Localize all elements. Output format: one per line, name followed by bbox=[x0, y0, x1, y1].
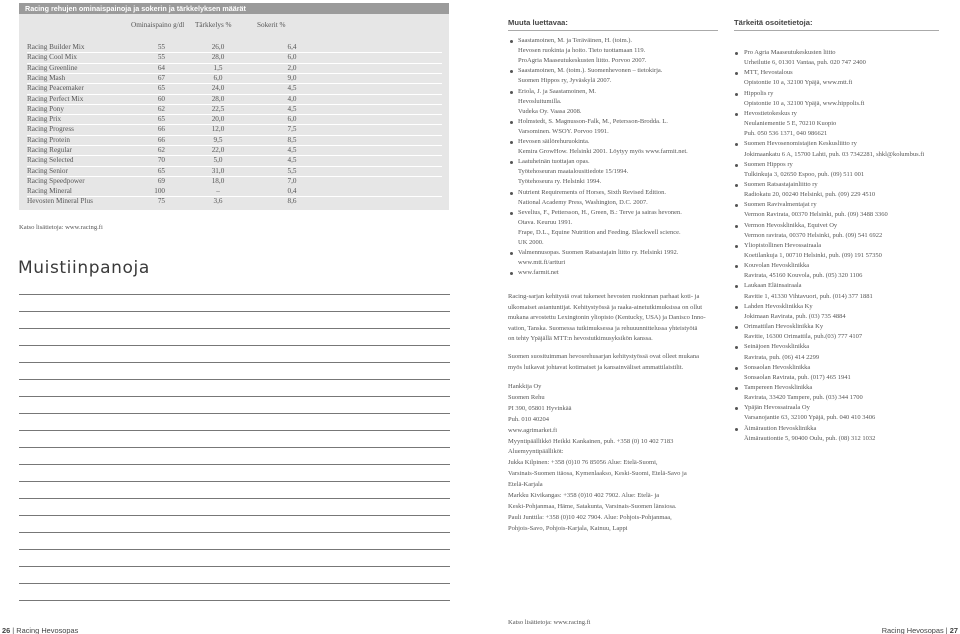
feed-table bbox=[19, 3, 449, 210]
bullet-icon bbox=[735, 52, 738, 55]
bullet-icon bbox=[735, 326, 738, 329]
feed-density: 70 bbox=[157, 156, 165, 165]
feed-sugar: 2,0 bbox=[287, 63, 297, 72]
header-starch: Tärkkelys % bbox=[195, 21, 232, 29]
feed-density: 64 bbox=[157, 63, 165, 72]
note-line bbox=[19, 600, 450, 601]
row-divider bbox=[27, 83, 442, 84]
address-line: Jokimaan Ravirata, puh. (03) 735 4884 bbox=[744, 312, 846, 320]
table-row bbox=[19, 94, 449, 104]
bullet-icon bbox=[735, 265, 738, 268]
address-line: Koetilankuja 1, 00710 Helsinki, puh. (09) 191 57350 bbox=[744, 252, 882, 259]
table-title: Racing rehujen ominaispainoja ja sokerin ja tärkkelyksen määrät bbox=[19, 3, 449, 14]
reading-item: Otava. Keuruu 1991. bbox=[518, 218, 573, 226]
paragraph-line: on tehty Ypäjällä MTT:n hevostutkimusyksikön kanssa. bbox=[508, 335, 653, 343]
address-line: Seinäjoen Hevosklinikka bbox=[744, 343, 810, 351]
contact-line: Varsinais-Suomen itäosa, Kymenlaakso, Keski-Suomi, Etelä-Savo ja bbox=[508, 470, 687, 478]
feed-sugar: 0,4 bbox=[287, 187, 297, 195]
reading-item: Työtehoseuran maatalousitiedote 15/1994. bbox=[518, 168, 629, 176]
feed-density: 67 bbox=[157, 73, 165, 82]
paragraph-line: mukana arvostettu Lexingtonin yliopisto (Kentucky, USA) ja Danisco Inno- bbox=[508, 314, 706, 322]
note-line bbox=[19, 396, 450, 397]
address-line: Lahden Hevosklinikka Ky bbox=[744, 302, 813, 310]
address-line: Vermon Ravirata, 00370 Helsinki, puh. (09) 3488 3360 bbox=[744, 211, 888, 219]
address-line: Radiokatu 20, 00240 Helsinki, puh. (09) 229 4510 bbox=[744, 191, 876, 199]
table-row bbox=[19, 166, 449, 176]
bullet-icon bbox=[735, 306, 738, 309]
feed-sugar: 7,5 bbox=[287, 125, 297, 134]
feed-name: Racing Mineral bbox=[27, 187, 72, 195]
feed-sugar: 9,0 bbox=[287, 73, 297, 82]
reading-item: Kemira GrowHow. Helsinki 2001. Löytyy myös www.farmit.net. bbox=[518, 148, 688, 156]
bullet-icon bbox=[735, 428, 738, 431]
bullet-icon bbox=[510, 161, 513, 164]
feed-density: 69 bbox=[157, 176, 165, 185]
feed-name: Racing Senior bbox=[27, 166, 68, 175]
reading-item: Suomen Hippos ry, Jyväskylä 2007. bbox=[518, 77, 612, 85]
feed-sugar: 8,6 bbox=[287, 197, 297, 206]
feed-sugar: 6,0 bbox=[287, 53, 297, 62]
address-line: Neulaniementie 5 E, 70210 Kuopio bbox=[744, 120, 837, 128]
reading-item: Sevelius, F., Pettersson, H., Green, B.: Terve ja sairas hevonen. bbox=[518, 208, 682, 216]
note-line bbox=[19, 498, 450, 499]
feed-starch: 22,5 bbox=[211, 104, 225, 113]
address-line: Opistontie 10 a, 32100 Ypäjä, www.hippolis.fi bbox=[744, 99, 865, 107]
address-line: Sonsaolan Hevosklinikka bbox=[744, 363, 811, 371]
footer-sep-left: | bbox=[10, 626, 17, 634]
bullet-icon bbox=[510, 252, 513, 255]
feed-starch: 31,0 bbox=[211, 166, 225, 175]
address-line: Suomen Ratsastajainliitto ry bbox=[744, 180, 818, 188]
bullet-icon bbox=[735, 204, 738, 207]
feed-sugar: 8,5 bbox=[287, 135, 297, 144]
feed-name: Racing Peacemaker bbox=[27, 84, 84, 93]
note-line bbox=[19, 311, 450, 312]
address-line: Ravirata, 45160 Kouvola, puh. (05) 320 1106 bbox=[744, 272, 863, 280]
bullet-icon bbox=[510, 272, 513, 275]
note-line bbox=[19, 481, 450, 482]
footer-brand-left: Racing Hevosopas bbox=[16, 626, 79, 634]
feed-starch: 9,5 bbox=[213, 135, 223, 144]
note-line bbox=[19, 294, 450, 295]
bullet-icon bbox=[510, 91, 513, 94]
row-divider bbox=[27, 155, 442, 156]
reading-item: ProAgria Maaseutukeskusten liitto. Porvoo 2007. bbox=[518, 57, 647, 65]
feed-starch: 20,0 bbox=[211, 115, 225, 124]
reading-item: Eriola, J. ja Saastamoinen, M. bbox=[518, 87, 596, 95]
feed-name: Racing Cool Mix bbox=[27, 53, 77, 62]
row-divider bbox=[27, 176, 442, 177]
feed-name: Racing Selected bbox=[27, 156, 74, 165]
table-row bbox=[19, 124, 449, 134]
feed-starch: 5,0 bbox=[213, 156, 223, 165]
reading-item: www.farmit.net bbox=[518, 269, 559, 277]
address-line: Laukaan Eläinsairaala bbox=[744, 282, 802, 290]
table-row bbox=[19, 155, 449, 165]
note-line bbox=[19, 464, 450, 465]
note-line bbox=[19, 430, 450, 431]
table-row bbox=[19, 196, 449, 206]
feed-density: 66 bbox=[157, 125, 165, 134]
row-divider bbox=[27, 104, 442, 105]
contact-line: Jukka Kilpinen: +358 (0)10 76 85056 Alue: Etelä-Suomi, bbox=[508, 459, 658, 467]
contact-line: Etelä-Karjala bbox=[508, 481, 543, 489]
reading-heading: Muuta luettavaa: bbox=[508, 18, 568, 27]
feed-density: 65 bbox=[157, 166, 165, 175]
address-line: Urheilutie 6, 01301 Vantaa, puh. 020 747 2400 bbox=[744, 59, 866, 67]
note-line bbox=[19, 515, 450, 516]
table-row bbox=[19, 52, 449, 62]
feed-density: 62 bbox=[157, 104, 165, 113]
address-line: Äimärautiontie 5, 90400 Oulu, puh. (08) 312 1032 bbox=[744, 434, 876, 442]
bullet-icon bbox=[735, 407, 738, 410]
feed-starch: 6,0 bbox=[213, 73, 223, 82]
address-line: Orimattilan Hevosklinikka Ky bbox=[744, 323, 824, 331]
feed-name: Racing Builder Mix bbox=[27, 43, 85, 51]
note-line bbox=[19, 379, 450, 380]
bullet-icon bbox=[510, 70, 513, 73]
address-line: Ravirata, puh. (06) 414 2299 bbox=[744, 353, 820, 361]
bullet-icon bbox=[735, 164, 738, 167]
paragraph-line: myös luikavat johtavat kotimaiset ja kansainväliset ammattilaistilit. bbox=[508, 363, 684, 371]
bullet-icon bbox=[735, 285, 738, 288]
table-row bbox=[19, 63, 449, 73]
table-row bbox=[19, 135, 449, 145]
feed-starch: 22,0 bbox=[211, 146, 225, 154]
note-line bbox=[19, 549, 450, 550]
contact-line: Keski-Pohjanmaa, Häme, Satakunta, Varsinais-Suomen länsiosa. bbox=[508, 502, 677, 510]
row-divider bbox=[27, 63, 442, 64]
reading-item: Saastamoinen, M. (toim.). Suomenhevonen – tietokirja. bbox=[518, 67, 663, 75]
row-divider bbox=[27, 114, 442, 115]
row-divider bbox=[27, 73, 442, 74]
note-line bbox=[19, 345, 450, 346]
note-line bbox=[19, 328, 450, 329]
feed-name: Racing Prix bbox=[27, 115, 62, 124]
page-number-left: 26 bbox=[2, 626, 11, 634]
note-line bbox=[19, 532, 450, 533]
feed-name: Racing Progress bbox=[27, 125, 74, 134]
feed-sugar: 5,5 bbox=[287, 166, 297, 175]
row-divider bbox=[27, 124, 442, 125]
bullet-icon bbox=[510, 121, 513, 124]
address-line: Ravirata, 33420 Tampere, puh. (03) 344 1700 bbox=[744, 394, 863, 402]
feed-density: 55 bbox=[157, 53, 165, 62]
feed-sugar: 6,4 bbox=[287, 43, 297, 51]
row-divider bbox=[27, 52, 442, 53]
feed-name: Racing Mash bbox=[27, 73, 66, 82]
reading-item: Frape, D.L., Equine Nutrition and Feeding. Blackwell science. bbox=[518, 228, 681, 236]
footer-right bbox=[882, 626, 958, 634]
note-line bbox=[19, 583, 450, 584]
bullet-icon bbox=[510, 212, 513, 215]
feed-starch: 12,0 bbox=[211, 125, 225, 134]
address-line: Suomen Hevosenomistajien Keskusliitto ry bbox=[744, 140, 857, 148]
feed-starch: 1,5 bbox=[213, 63, 223, 72]
bullet-icon bbox=[735, 225, 738, 228]
table-row bbox=[19, 114, 449, 124]
address-line: Varsanojantie 63, 32100 Ypäjä, puh. 040 410 3406 bbox=[744, 414, 876, 422]
reading-item: Saastamoinen, M. ja Teräväinen, H. (toim.). bbox=[518, 37, 633, 44]
reading-item: Holmstedt, S. Magnusson-Falk, M., Petersson-Brodda. L. bbox=[518, 117, 668, 125]
feed-sugar: 4,5 bbox=[287, 146, 297, 154]
address-line: Hevostietokeskus ry bbox=[744, 109, 797, 117]
feed-sugar: 4,5 bbox=[287, 104, 297, 113]
contact-line: Aluemyyntipäälliköt: bbox=[508, 448, 564, 456]
bullet-icon bbox=[735, 346, 738, 349]
row-divider bbox=[27, 94, 442, 95]
feed-starch: 3,6 bbox=[213, 197, 223, 206]
bullet-icon bbox=[735, 367, 738, 370]
feed-sugar: 4,5 bbox=[287, 84, 297, 93]
address-line: Tampereen Hevosklinikka bbox=[744, 383, 813, 391]
bullet-icon bbox=[735, 143, 738, 146]
feed-starch: 28,0 bbox=[211, 94, 225, 103]
feed-density: 65 bbox=[157, 84, 165, 93]
address-heading: Tärkeitä osoitetietoja: bbox=[734, 18, 813, 27]
bullet-icon bbox=[510, 141, 513, 144]
table-row bbox=[19, 176, 449, 186]
paragraph-line: vation, Tanska. Suomessa tutkimuksessa ja rehuuunnittelussa yhteistyötä bbox=[508, 324, 698, 332]
address-line: Sonsaolan Ravirata, puh. (017) 465 1941 bbox=[744, 373, 851, 381]
address-line: Ravitie, 16300 Orimattila, puh.(03) 777 4107 bbox=[744, 333, 863, 341]
feed-density: 62 bbox=[157, 146, 165, 154]
reading-item: www.mtt.fi/artturi bbox=[518, 259, 566, 267]
feed-starch: 26,0 bbox=[211, 43, 225, 51]
bullet-icon bbox=[735, 72, 738, 75]
address-line: Jokimaankatu 6 A, 15700 Lahti, puh. 03 7342281, shkl@kolumbus.fi bbox=[744, 150, 925, 158]
note-line bbox=[19, 413, 450, 414]
row-divider bbox=[27, 196, 442, 197]
table-row bbox=[19, 186, 449, 196]
reading-item: Hevosen ruokinta ja hoito. Tieto tuottamaan 119. bbox=[518, 47, 646, 55]
address-rule bbox=[734, 30, 939, 31]
footer-sep-right: | bbox=[943, 626, 950, 634]
contact-line: www.agrimarket.fi bbox=[508, 426, 558, 434]
reading-rule bbox=[508, 30, 718, 31]
contact-line: Hankkija Oy bbox=[508, 383, 542, 390]
reading-item: Laatuheinän tuottajan opas. bbox=[518, 158, 590, 166]
address-line: Yliopistollinen Hevossairaala bbox=[744, 241, 822, 249]
footer-brand-right: Racing Hevosopas bbox=[881, 626, 944, 634]
feed-name: Racing Pony bbox=[27, 104, 64, 113]
bullet-icon bbox=[510, 40, 513, 43]
bullet-icon bbox=[735, 113, 738, 116]
contact-line: Pauli Junttila: +358 (0)10 402 7904. Alue: Pohjois-Pohjanmaa, bbox=[508, 513, 672, 521]
feed-sugar: 4,0 bbox=[287, 94, 297, 103]
feed-sugar: 4,5 bbox=[287, 156, 297, 165]
note-line bbox=[19, 362, 450, 363]
table-row bbox=[19, 83, 449, 93]
footer-left bbox=[2, 626, 78, 634]
address-line: Suomen Ravivalmentajat ry bbox=[744, 201, 817, 209]
contact-line: Pohjois-Savo, Pohjois-Karjala, Kainuu, Lappi bbox=[508, 524, 628, 532]
feed-name: Racing Perfect Mix bbox=[27, 94, 84, 103]
reading-item: Vudeka Oy. Vaasa 2008. bbox=[518, 107, 582, 115]
reading-item: UK 2000. bbox=[518, 239, 544, 246]
note-line bbox=[19, 447, 450, 448]
feed-name: Racing Protein bbox=[27, 135, 70, 144]
bullet-icon bbox=[735, 245, 738, 248]
address-line: Hippolis ry bbox=[744, 89, 774, 97]
feed-density: 55 bbox=[157, 43, 165, 51]
address-line: Puh. 050 536 1371, 040 986621 bbox=[744, 130, 828, 138]
feed-density: 100 bbox=[154, 187, 165, 195]
table-row bbox=[19, 145, 449, 155]
feed-starch: – bbox=[216, 187, 220, 195]
feed-name: Racing Regular bbox=[27, 146, 72, 154]
feed-density: 60 bbox=[157, 94, 165, 103]
feed-starch: 18,0 bbox=[211, 176, 225, 185]
paragraph-line: ulkomaiset asiantuntijat. Kehitystyössä ja raaka-ainetutkimuksissa on ollut bbox=[508, 303, 703, 311]
page-number-right: 27 bbox=[949, 626, 958, 634]
row-divider bbox=[27, 145, 442, 146]
bullet-icon bbox=[510, 192, 513, 195]
note-line bbox=[19, 566, 450, 567]
notes-title: Muistiinpanoja bbox=[18, 258, 150, 278]
feed-density: 66 bbox=[157, 135, 165, 144]
feed-name: Hevosten Mineral Plus bbox=[27, 197, 93, 206]
header-energy: Ominaispaino g/dl bbox=[131, 21, 185, 29]
feed-starch: 24,0 bbox=[211, 84, 225, 93]
katso-link-left[interactable]: Katso lisätietoja: www.racing.fi bbox=[19, 224, 103, 231]
address-line: Ypäjän Hevossairaala Oy bbox=[744, 404, 810, 412]
address-line: Vermon ravirata, 00370 Helsinki, puh. (09) 541 6922 bbox=[744, 231, 883, 239]
address-line: Ravitie 1, 41330 Vihtavuori, puh. (014) 377 1881 bbox=[744, 292, 873, 300]
contact-line: Markku Kivikangas: +358 (0)10 402 7902. Alue: Etelä- ja bbox=[508, 492, 660, 499]
feed-density: 75 bbox=[157, 197, 165, 206]
row-divider bbox=[27, 166, 442, 167]
katso-link-right[interactable]: Katso lisätietoja: www.racing.fi bbox=[508, 619, 591, 626]
feed-name: Racing Greenline bbox=[27, 63, 78, 72]
address-line: MTT, Hevostalous bbox=[744, 69, 793, 77]
reading-item: Nutrient Requirements of Horses, Sixth Revised Edition. bbox=[518, 188, 667, 196]
reading-item: Työtehoseura ry. Helsinki 1994. bbox=[518, 178, 602, 186]
bullet-icon bbox=[735, 387, 738, 390]
header-sugar: Sokerit % bbox=[257, 21, 286, 29]
reading-item: Varsominen. WSOY. Porvoo 1991. bbox=[518, 127, 609, 135]
paragraph-line: Suomen suosituimman hevosrehusarjan kehitystyössä ovat olleet mukana bbox=[508, 353, 699, 360]
address-line: Pro Agria Maaseutukeskusten liitto bbox=[744, 49, 836, 56]
address-line: Kouvolan Hevosklinikka bbox=[744, 262, 810, 270]
feed-name: Racing Speedpower bbox=[27, 176, 85, 185]
reading-item: Valmennusopas. Suomen Ratsastajain liitto ry. Helsinki 1992. bbox=[518, 249, 679, 257]
bullet-icon bbox=[735, 93, 738, 96]
row-divider bbox=[27, 135, 442, 136]
contact-line: Myyntipäällikkö Heikki Kankainen, puh. +358 (0) 10 402 7183 bbox=[508, 437, 674, 445]
address-line: Opistontie 10 a, 32100 Ypäjä, www.mtt.fi bbox=[744, 79, 853, 87]
contact-line: Puh. 010 40204 bbox=[508, 415, 549, 423]
address-line: Vermon Hevosklinikka, Equivet Oy bbox=[744, 221, 838, 229]
feed-sugar: 7,0 bbox=[287, 176, 297, 185]
right-page bbox=[480, 0, 960, 634]
address-line: Suomen Hippos ry bbox=[744, 160, 793, 168]
paragraph-line: Racing-sarjan kehitystä ovat tukeneet hevosten ruokinnan parhaat koti- ja bbox=[508, 293, 700, 300]
table-row bbox=[19, 73, 449, 83]
feed-sugar: 6,0 bbox=[287, 115, 297, 124]
address-line: Äimäraution Hevosklinikka bbox=[744, 424, 817, 432]
table-row bbox=[19, 42, 449, 52]
reading-item: National Academy Press, Washington, D.C. 2007. bbox=[518, 198, 648, 206]
feed-density: 65 bbox=[157, 115, 165, 124]
reading-item: Hevosen säilörehuruokinta. bbox=[518, 138, 590, 145]
contact-line: PI 390, 05801 Hyvinkää bbox=[508, 404, 572, 412]
address-line: Tulkinkuja 3, 02650 Espoo, puh. (09) 511 001 bbox=[744, 170, 865, 178]
reading-item: Hevosluitumilla. bbox=[518, 97, 562, 105]
feed-starch: 28,0 bbox=[211, 53, 225, 62]
bullet-icon bbox=[735, 184, 738, 187]
table-row bbox=[19, 104, 449, 114]
contact-line: Suomen Rehu bbox=[508, 393, 545, 401]
